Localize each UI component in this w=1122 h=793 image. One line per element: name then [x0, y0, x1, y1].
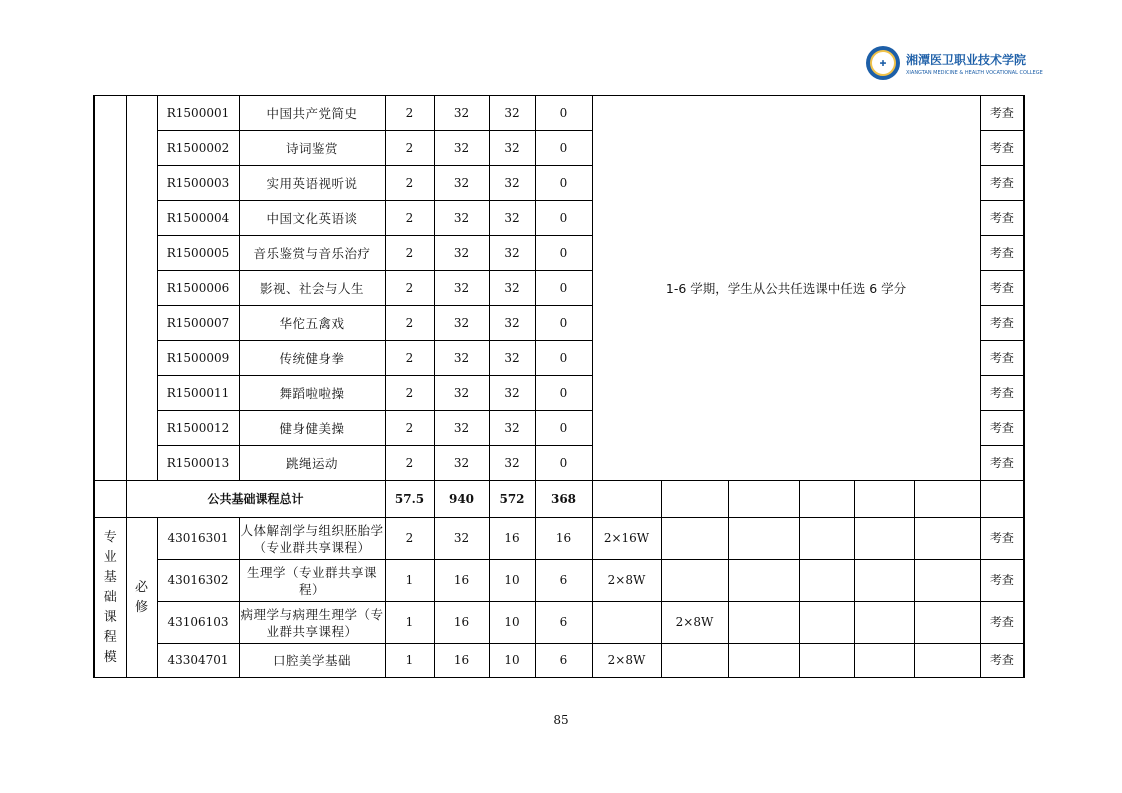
course-code: R1500009 [157, 341, 239, 376]
course-practice-hours: 0 [535, 201, 592, 236]
course-theory-hours: 10 [489, 602, 535, 644]
course-credits: 2 [385, 96, 434, 131]
course-hours: 32 [434, 341, 489, 376]
course-name: 音乐鉴赏与音乐治疗 [239, 236, 385, 271]
course-code: 43016302 [157, 560, 239, 602]
course-practice-hours: 6 [535, 602, 592, 644]
semester-cell [799, 481, 854, 518]
course-name: 华佗五禽戏 [239, 306, 385, 341]
course-hours: 32 [434, 518, 489, 560]
semester-2-schedule [661, 644, 728, 678]
semester-cell [592, 481, 661, 518]
course-theory-hours: 32 [489, 376, 535, 411]
course-type-label [126, 518, 157, 678]
course-name: 传统健身拳 [239, 341, 385, 376]
semester-cell [799, 644, 854, 678]
course-name: 人体解剖学与组织胚胎学（专业群共享课程） [239, 518, 385, 560]
course-practice-hours: 16 [535, 518, 592, 560]
course-name: 影视、社会与人生 [239, 271, 385, 306]
course-code: R1500006 [157, 271, 239, 306]
course-theory-hours: 32 [489, 166, 535, 201]
course-practice-hours: 0 [535, 131, 592, 166]
course-name: 生理学（专业群共享课程） [239, 560, 385, 602]
assessment-type: 考查 [980, 376, 1024, 411]
course-theory-hours: 32 [489, 341, 535, 376]
course-name: 实用英语视听说 [239, 166, 385, 201]
table-row [94, 560, 1024, 602]
course-type-text: 必 修 [134, 579, 148, 615]
semester-cell [728, 602, 799, 644]
college-emblem-icon: ✚ [866, 46, 900, 80]
course-theory-hours: 10 [489, 644, 535, 678]
course-practice-hours: 0 [535, 376, 592, 411]
semester-cell [914, 518, 980, 560]
course-hours: 16 [434, 560, 489, 602]
semester-1-schedule: 2×8W [592, 560, 661, 602]
course-name: 中国共产党简史 [239, 96, 385, 131]
total-hours: 940 [434, 481, 489, 518]
course-name: 诗词鉴赏 [239, 131, 385, 166]
semester-1-schedule: 2×16W [592, 518, 661, 560]
course-code: R1500007 [157, 306, 239, 341]
semester-cell [854, 518, 914, 560]
semester-cell [799, 602, 854, 644]
module-label-text: 专 业 基 础 课 程 模 [103, 529, 117, 665]
course-code: R1500005 [157, 236, 239, 271]
course-name: 中国文化英语谈 [239, 201, 385, 236]
semester-cell [728, 518, 799, 560]
type-cell-empty [126, 96, 157, 481]
semester-cell [854, 602, 914, 644]
course-code: 43016301 [157, 518, 239, 560]
total-row-label: 公共基础课程总计 [126, 481, 385, 518]
course-name: 舞蹈啦啦操 [239, 376, 385, 411]
module-cell-empty [94, 96, 126, 481]
total-practice-hours: 368 [535, 481, 592, 518]
page-number: 85 [553, 713, 569, 727]
course-theory-hours: 32 [489, 201, 535, 236]
semester-cell [914, 644, 980, 678]
course-hours: 32 [434, 201, 489, 236]
course-name: 口腔美学基础 [239, 644, 385, 678]
course-practice-hours: 0 [535, 446, 592, 481]
course-hours: 32 [434, 96, 489, 131]
course-practice-hours: 0 [535, 411, 592, 446]
semester-cell [854, 560, 914, 602]
course-practice-hours: 0 [535, 236, 592, 271]
course-hours: 32 [434, 411, 489, 446]
semester-2-schedule [661, 560, 728, 602]
course-code: 43304701 [157, 644, 239, 678]
course-practice-hours: 6 [535, 560, 592, 602]
course-credits: 2 [385, 446, 434, 481]
assessment-type: 考查 [980, 341, 1024, 376]
curriculum-table [93, 95, 1025, 678]
course-hours: 32 [434, 376, 489, 411]
course-theory-hours: 32 [489, 131, 535, 166]
table-row [94, 602, 1024, 644]
course-hours: 32 [434, 166, 489, 201]
semester-cell [661, 481, 728, 518]
table-row [94, 96, 1024, 131]
course-credits: 2 [385, 518, 434, 560]
course-credits: 1 [385, 602, 434, 644]
semester-cell [854, 481, 914, 518]
assessment-type: 考查 [980, 560, 1024, 602]
course-theory-hours: 32 [489, 96, 535, 131]
total-row-empty-cell [94, 481, 126, 518]
assessment-type: 考查 [980, 446, 1024, 481]
course-credits: 2 [385, 306, 434, 341]
course-theory-hours: 10 [489, 560, 535, 602]
course-credits: 2 [385, 376, 434, 411]
assessment-type: 考查 [980, 166, 1024, 201]
semester-cell [914, 602, 980, 644]
course-code: R1500002 [157, 131, 239, 166]
course-credits: 2 [385, 131, 434, 166]
course-credits: 2 [385, 236, 434, 271]
total-row [94, 481, 1024, 518]
course-theory-hours: 32 [489, 271, 535, 306]
course-practice-hours: 0 [535, 166, 592, 201]
course-practice-hours: 6 [535, 644, 592, 678]
course-theory-hours: 16 [489, 518, 535, 560]
logo-chinese-name: 湘潭医卫职业技术学院 [906, 52, 1027, 67]
course-theory-hours: 32 [489, 306, 535, 341]
assessment-type: 考查 [980, 644, 1024, 678]
semester-2-schedule: 2×8W [661, 602, 728, 644]
assessment-type: 考查 [980, 96, 1024, 131]
course-practice-hours: 0 [535, 341, 592, 376]
total-credits: 57.5 [385, 481, 434, 518]
course-hours: 32 [434, 131, 489, 166]
table-row [94, 518, 1024, 560]
course-code: 43106103 [157, 602, 239, 644]
course-hours: 16 [434, 602, 489, 644]
semester-cell [728, 560, 799, 602]
course-credits: 2 [385, 411, 434, 446]
course-code: R1500013 [157, 446, 239, 481]
course-hours: 32 [434, 446, 489, 481]
course-code: R1500012 [157, 411, 239, 446]
course-name: 病理学与病理生理学（专业群共享课程） [239, 602, 385, 644]
course-hours: 32 [434, 236, 489, 271]
assessment-type: 考查 [980, 411, 1024, 446]
logo-english-name: XIANGTAN MEDICINE & HEALTH VOCATIONAL COLLEGE [906, 69, 1043, 76]
course-code: R1500011 [157, 376, 239, 411]
assessment-type: 考查 [980, 602, 1024, 644]
course-theory-hours: 32 [489, 236, 535, 271]
course-hours: 32 [434, 271, 489, 306]
semester-2-schedule [661, 518, 728, 560]
semester-cell [799, 560, 854, 602]
course-theory-hours: 32 [489, 446, 535, 481]
semester-cell [799, 518, 854, 560]
elective-note: 1-6 学期，学生从公共任选课中任选 6 学分 [592, 96, 980, 481]
course-credits: 1 [385, 644, 434, 678]
semester-cell [914, 481, 980, 518]
assessment-type: 考查 [980, 131, 1024, 166]
course-code: R1500004 [157, 201, 239, 236]
course-practice-hours: 0 [535, 96, 592, 131]
course-credits: 2 [385, 341, 434, 376]
course-theory-hours: 32 [489, 411, 535, 446]
course-name: 健身健美操 [239, 411, 385, 446]
semester-cell [728, 481, 799, 518]
course-credits: 2 [385, 166, 434, 201]
total-theory-hours: 572 [489, 481, 535, 518]
course-code: R1500003 [157, 166, 239, 201]
course-credits: 2 [385, 201, 434, 236]
assessment-empty-cell [980, 481, 1024, 518]
course-code: R1500001 [157, 96, 239, 131]
table-row [94, 644, 1024, 678]
assessment-type: 考查 [980, 201, 1024, 236]
assessment-type: 考查 [980, 518, 1024, 560]
course-practice-hours: 0 [535, 306, 592, 341]
assessment-type: 考查 [980, 236, 1024, 271]
course-practice-hours: 0 [535, 271, 592, 306]
course-name: 跳绳运动 [239, 446, 385, 481]
semester-cell [728, 644, 799, 678]
course-credits: 1 [385, 560, 434, 602]
assessment-type: 考查 [980, 271, 1024, 306]
semester-1-schedule: 2×8W [592, 644, 661, 678]
semester-cell [914, 560, 980, 602]
college-logo [866, 46, 1043, 80]
course-hours: 32 [434, 306, 489, 341]
course-credits: 2 [385, 271, 434, 306]
course-hours: 16 [434, 644, 489, 678]
semester-cell [854, 644, 914, 678]
module-label [94, 518, 126, 678]
assessment-type: 考查 [980, 306, 1024, 341]
semester-1-schedule [592, 602, 661, 644]
